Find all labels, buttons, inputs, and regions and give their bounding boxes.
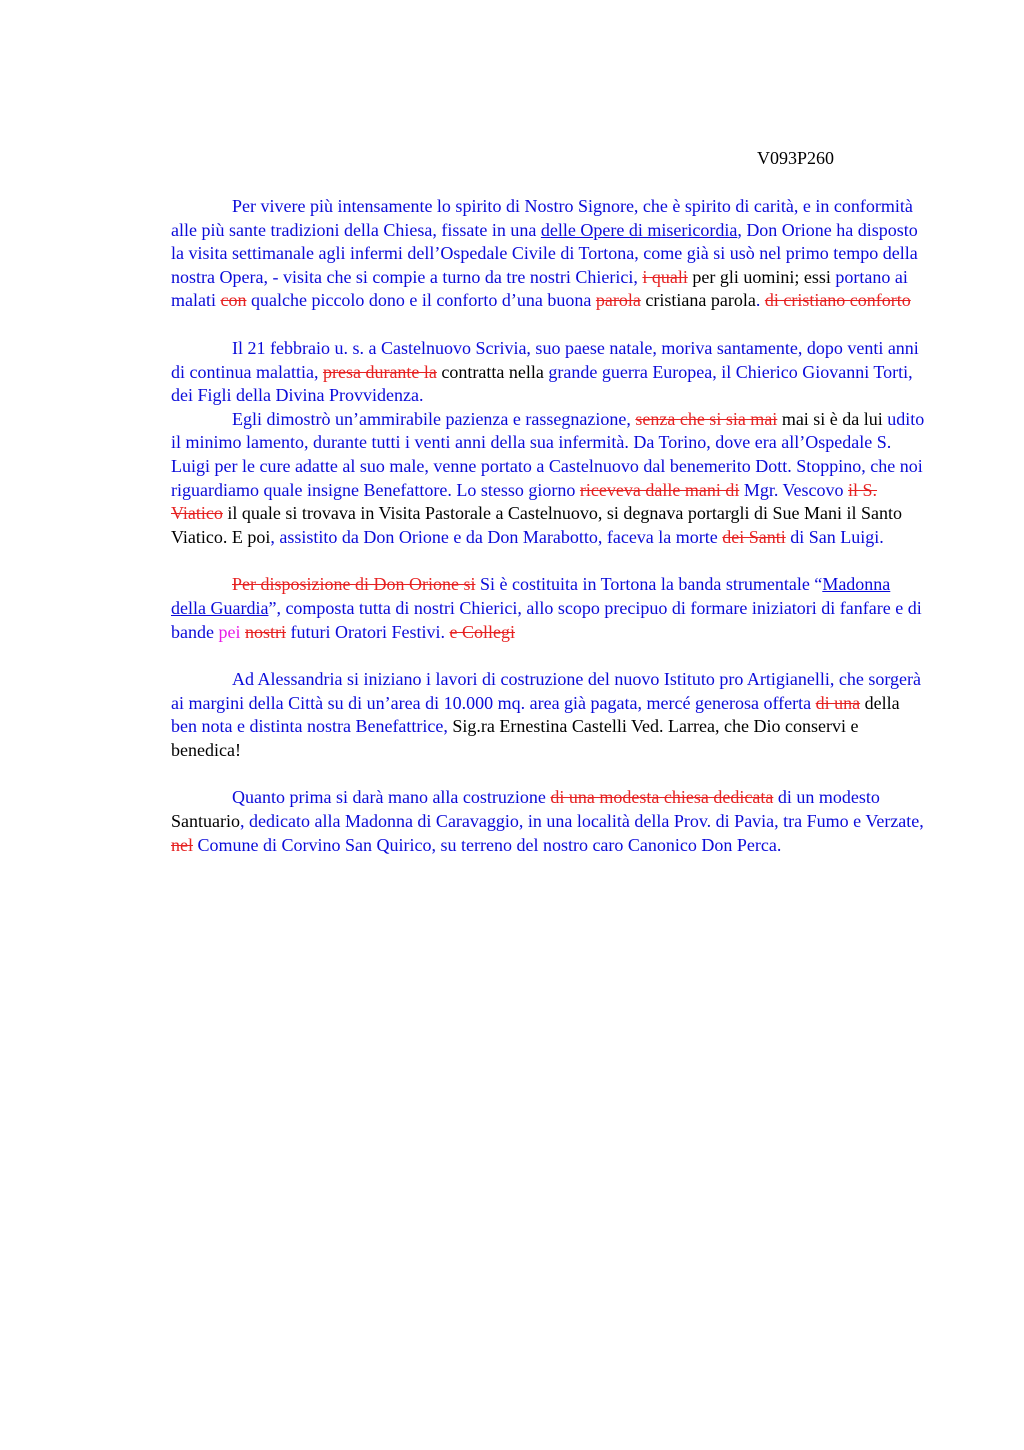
inserted-text: .	[755, 290, 765, 311]
original-text: Sig.ra Ernestina Castelli Ved. Larrea, che Dio conservi e benedica!	[171, 716, 859, 760]
inserted-text: Ad Alessandria si iniziano i lavori di costruzione del nuovo Istituto pro Artigianelli, che sorgerà ai margini della Città su di un’area di 10.000 mq. area già pagata, mercé generosa offerta	[171, 669, 922, 713]
inserted-text: ”, composta tutta di nostri Chierici, allo scopo precipuo di formare iniziatori di fanfare e di bande	[171, 597, 922, 642]
deleted-text: parola	[595, 290, 641, 311]
deleted-text: di una	[815, 692, 861, 713]
inserted-text: portano ai malati	[171, 266, 908, 311]
original-text: contratta nella	[436, 361, 549, 382]
inserted-text: Il 21 febbraio u. s. a Castelnuovo Scrivia, suo paese natale, moriva santamente, dopo venti anni di continua malattia,	[171, 337, 919, 382]
deleted-text: il S. Viatico	[171, 479, 878, 524]
original-text: della	[860, 692, 900, 713]
inserted-text: Si è costituita in Tortona la banda strumentale “	[475, 574, 823, 595]
deleted-text: dei Santi	[722, 526, 786, 547]
highlighted-text: pei	[218, 621, 241, 642]
document-body	[171, 195, 929, 857]
deleted-text: senza che si sia mai	[635, 408, 778, 429]
inserted-text: ben nota e distinta nostra Benefattrice,	[171, 716, 453, 737]
paragraph-visite-infermi	[171, 195, 929, 313]
deleted-text: Per disposizione di Don Orione si	[232, 574, 476, 595]
paragraph-banda	[171, 573, 929, 644]
deleted-text: con	[220, 290, 247, 311]
original-text: per gli uomini; essi	[687, 266, 836, 287]
deleted-text: nel	[171, 834, 193, 855]
deleted-text: di una modesta chiesa dedicata	[550, 787, 774, 808]
deleted-text: e Collegi	[449, 621, 515, 642]
document-id: V093P260	[757, 148, 835, 168]
original-text: cristiana parola	[640, 290, 756, 311]
paragraph-santuario	[171, 786, 929, 857]
inserted-text: grande guerra Europea, il Chierico Giovanni Torti, dei Figli della Divina Provvidenza.	[171, 361, 913, 406]
original-text: mai si è da lui	[777, 408, 883, 429]
inserted-text: , assistito da Don Orione e da Don Marabotto, faceva la morte	[270, 526, 723, 547]
inserted-text: Mgr. Vescovo	[739, 479, 849, 500]
inserted-text: di un modesto	[773, 787, 880, 808]
inserted-text: futuri Oratori Festivi.	[286, 621, 450, 642]
inserted-text: Comune di Corvino San Quirico, su terreno del nostro caro Canonico Don Perca.	[193, 834, 782, 855]
deleted-text: di cristiano conforto	[764, 290, 911, 311]
paragraph-spacer	[171, 313, 929, 337]
paragraph-pazienza	[171, 408, 929, 550]
original-text: Santuario	[171, 811, 240, 832]
inserted-text: , Don Orione ha disposto la visita settimanale agli infermi dell’Ospedale Civile di Tortona, come già si usò nel primo tempo della nostra Opera, - visita che si compie a turno da tre nostri Chierici,	[171, 219, 918, 287]
paragraph-alessandria	[171, 668, 929, 762]
deleted-text: presa durante la	[322, 361, 437, 382]
paragraph-spacer	[171, 549, 929, 573]
paragraph-spacer	[171, 762, 929, 786]
inserted-text: udito il minimo lamento, durante tutti i venti anni della sua infermità. Da Torino, dove era all’Ospedale S. Luigi per le cure adatte al suo male, venne portato a Castelnuovo dal benemerito Dott. Stoppino, che noi riguardiamo quale insigne Benefattore. Lo stesso giorno	[171, 408, 925, 500]
inserted-text: Egli dimostrò un’ammirabile pazienza e rassegnazione,	[232, 408, 636, 429]
underlined-text: delle Opere di misericordia	[540, 219, 738, 240]
inserted-text: qualche piccolo dono e il conforto d’una buona	[246, 290, 596, 311]
inserted-text: , dedicato alla Madonna di Caravaggio, in una località della Prov. di Pavia, tra Fumo e Verzate,	[240, 811, 924, 832]
inserted-text: Per vivere più intensamente lo spirito di Nostro Signore, che è spirito di carità, e in conformità alle più sante tradizioni della Chiesa, fissate in una	[171, 196, 913, 240]
deleted-text: nostri	[244, 621, 286, 642]
deleted-text: i quali	[642, 266, 688, 287]
deleted-text: riceveva dalle mani di	[579, 479, 740, 500]
paragraph-morte-torti	[171, 337, 929, 408]
original-text: il quale si trovava in Visita Pastorale a Castelnuovo, si degnava portargli di Sue Mani il Santo Viatico. E poi	[171, 503, 903, 547]
inserted-text: di San Luigi.	[785, 526, 884, 547]
paragraph-spacer	[171, 644, 929, 668]
underlined-text: Madonna della Guardia	[171, 574, 891, 618]
inserted-text: Quanto prima si darà mano alla costruzione	[232, 787, 551, 808]
